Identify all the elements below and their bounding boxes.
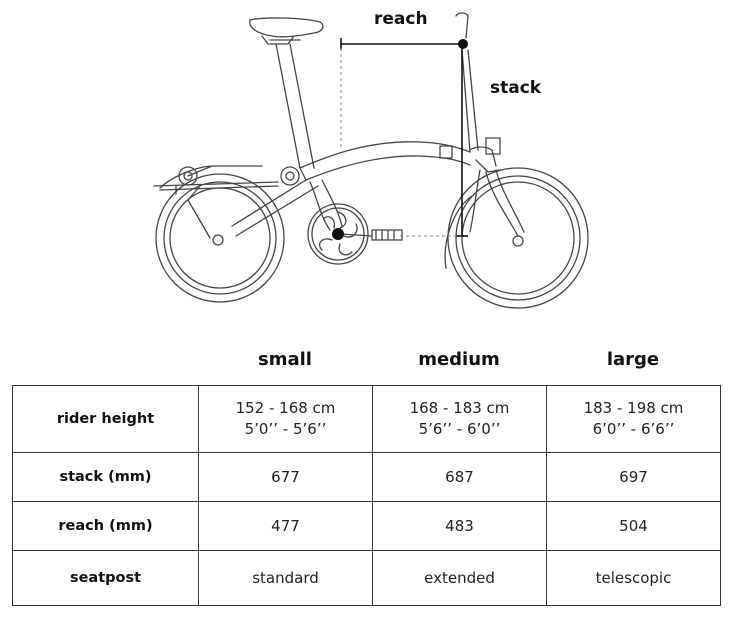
seatpost	[276, 44, 314, 168]
row-label-rider-height: rider height	[13, 386, 199, 453]
saddle	[250, 18, 323, 44]
front-wheel	[448, 168, 588, 308]
height-cm: 183 - 198 cm	[583, 399, 684, 417]
cell-reach-medium: 483	[373, 502, 547, 551]
height-ft: 5’6’’ - 6’0’’	[418, 420, 501, 438]
table-row-seatpost	[13, 551, 721, 606]
column-header-small: small	[258, 349, 312, 370]
height-cm: 168 - 183 cm	[409, 399, 510, 417]
reach-label: reach	[374, 9, 428, 29]
table-row-reach	[13, 502, 721, 551]
height-cm: 152 - 168 cm	[235, 399, 336, 417]
bottom-bracket-point	[332, 228, 344, 240]
cell-rider-height-large	[547, 386, 721, 453]
cell-rider-height-small	[199, 386, 373, 453]
row-label-seatpost: seatpost	[13, 551, 199, 606]
cell-seatpost-medium: extended	[373, 551, 547, 606]
cell-stack-large: 697	[547, 453, 721, 502]
stack-label: stack	[490, 78, 542, 98]
rear-wheel	[156, 174, 284, 302]
cell-stack-medium: 687	[373, 453, 547, 502]
height-ft: 6’0’’ - 6’6’’	[592, 420, 675, 438]
cell-reach-large: 504	[547, 502, 721, 551]
stack-dimension	[456, 44, 468, 236]
head-tube-point	[458, 39, 468, 49]
row-label-reach: reach (mm)	[13, 502, 199, 551]
table-row-stack	[13, 453, 721, 502]
height-ft: 5’0’’ - 5’6’’	[244, 420, 327, 438]
cell-seatpost-large: telescopic	[547, 551, 721, 606]
table-row-rider-height	[13, 386, 721, 453]
cell-seatpost-small: standard	[199, 551, 373, 606]
chainring	[308, 204, 402, 264]
column-header-medium: medium	[418, 349, 500, 370]
cell-reach-small: 477	[199, 502, 373, 551]
cell-rider-height-medium	[373, 386, 547, 453]
row-label-stack: stack (mm)	[13, 453, 199, 502]
reach-dimension	[341, 38, 463, 50]
cell-stack-small: 677	[199, 453, 373, 502]
column-header-large: large	[606, 349, 660, 370]
size-spec-table	[12, 385, 721, 606]
